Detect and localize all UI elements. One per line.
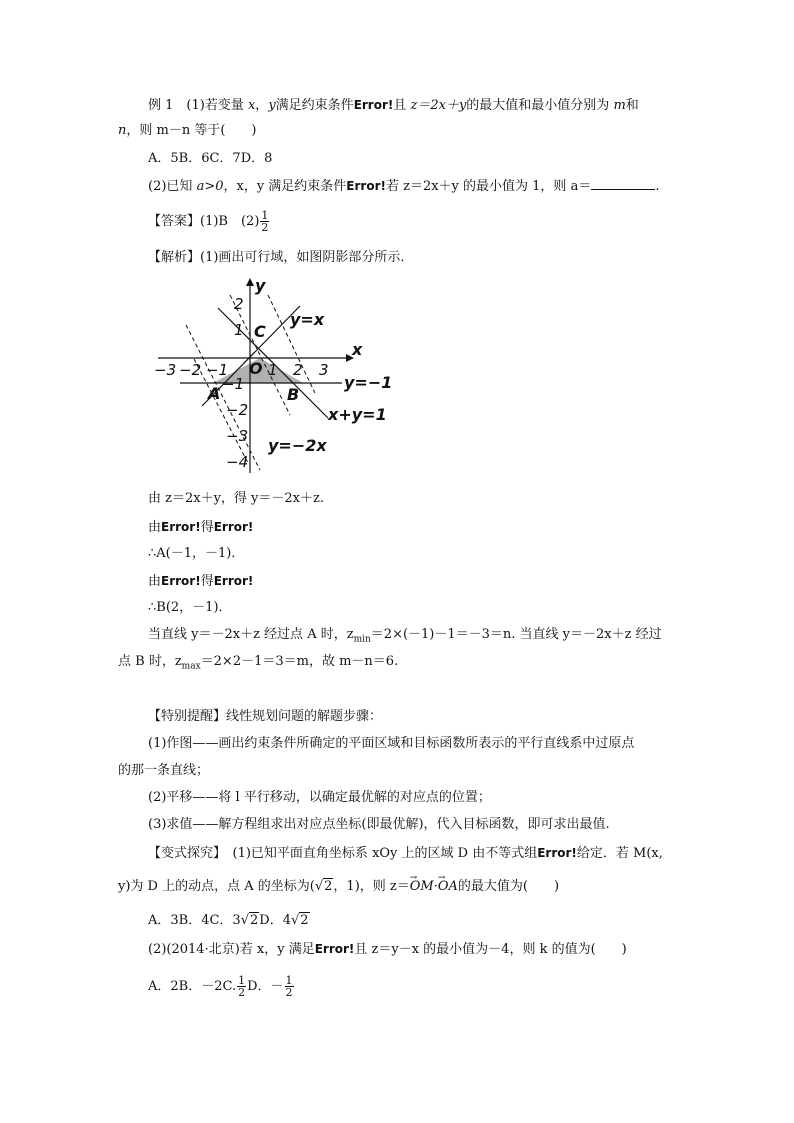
y-tick: 1 bbox=[234, 321, 244, 339]
tip-step2: (2)平移——将 l 平行移动，以确定最优解的对应点的位置； bbox=[148, 790, 491, 805]
tip-step1a: (1)作图——画出约束条件所确定的平面区域和目标函数所表示的平行直线系中过原点 bbox=[148, 736, 635, 751]
y-tick: 2 bbox=[234, 295, 244, 313]
x-tick: −2 bbox=[179, 361, 202, 379]
answer-fraction: $\frac{1}{2}$ bbox=[261, 209, 269, 234]
sol-line3: ∴A(－1，－1)． bbox=[148, 546, 245, 561]
origin-label: O bbox=[249, 359, 263, 378]
ex1-line1: 例 1 (1)若变量 x，y满足约束条件Error!且 z＝2x＋y的最大值和最小值分别为 m和 bbox=[148, 98, 639, 113]
point-c-label: C bbox=[254, 322, 266, 341]
sol-line6: 当直线 y＝－2x＋z 经过点 A 时，$z_{min}=2\times(-1)-1=-3=n$. 当直线 y＝－2x＋z 经过 bbox=[148, 627, 662, 645]
variant-line2: y)为 D 上的动点，点 A 的坐标为(√2，1)，则 z＝→ OM·→ OA的最大值为( ) bbox=[118, 878, 559, 896]
tip-step1b: 的那一条直线； bbox=[118, 763, 210, 778]
x-tick: −3 bbox=[154, 361, 177, 379]
y-tick: −4 bbox=[226, 453, 249, 471]
sol-line4: 由Error!得Error! bbox=[148, 574, 254, 589]
ex1-part2: (2)已知 a>0，x，y 满足约束条件Error!若 z＝2x＋y 的最小值为 1，则 a＝ . bbox=[148, 179, 660, 194]
x-axis-label: x bbox=[352, 340, 363, 359]
y-axis-arrow bbox=[246, 278, 254, 286]
variant-line1: 【变式探究】 (1)已知平面直角坐标系 xOy 上的区域 D 由不等式组Error!给定．若 M(x, bbox=[148, 846, 663, 861]
point-a-label: A bbox=[208, 384, 221, 403]
variant-options2: A．2B．－2C. $\frac{1}{2}$ D．－ $\frac{1}{2}$ bbox=[148, 974, 293, 999]
variant-options1: A．3B．4C．3√2D．4√2 bbox=[148, 913, 309, 928]
ex1-options: A．5B．6C．7D．8 bbox=[148, 151, 273, 166]
x-tick: 2 bbox=[293, 361, 303, 379]
line-label-xy1: x+y=1 bbox=[328, 405, 387, 424]
line-label-ym1: y=−1 bbox=[344, 373, 393, 392]
answer-line: 【答案】(1)B (2) $\frac{1}{2}$ bbox=[148, 209, 269, 234]
y-tick: −1 bbox=[222, 375, 245, 393]
sol-line5: ∴B(2，－1)． bbox=[148, 600, 232, 615]
dashed-line-left bbox=[186, 325, 260, 470]
x-tick: −1 bbox=[206, 361, 229, 379]
x-tick: 1 bbox=[268, 361, 278, 379]
x-tick: 3 bbox=[319, 361, 329, 379]
ex1-line2: n，则 m－n 等于( ) bbox=[118, 123, 257, 138]
y-axis-label: y bbox=[255, 276, 266, 295]
y-tick: −2 bbox=[226, 401, 249, 419]
point-b-label: B bbox=[287, 385, 300, 404]
variant-line3: (2)(2014·北京)若 x，y 满足Error!且 z＝y－x 的最小值为－4，则 k 的值为( ) bbox=[148, 942, 627, 957]
answer-blank bbox=[591, 177, 655, 190]
tip-line: 【特别提醒】线性规划问题的解题步骤： bbox=[148, 709, 383, 724]
fraction: $\frac{1}{2}$ bbox=[285, 974, 293, 999]
sol-line7: 点 B 时，$z_{max}=2\times 2-1=3=m$，故 m－n＝6. bbox=[118, 654, 399, 672]
sol-line1: 由 z＝2x＋y，得 y＝－2x＋z. bbox=[148, 491, 324, 506]
analysis-line: 【解析】(1)画出可行域，如图阴影部分所示． bbox=[148, 250, 414, 265]
tip-step3: (3)求值——解方程组求出对应点坐标(即最优解)，代入目标函数，即可求出最值. bbox=[148, 817, 610, 832]
y-tick: −3 bbox=[226, 427, 249, 445]
line-label-ym2x: y=−2x bbox=[268, 436, 327, 455]
line-label-yx: y=x bbox=[290, 310, 325, 329]
fraction: $\frac{1}{2}$ bbox=[238, 974, 246, 999]
feasible-region-graph bbox=[150, 275, 400, 480]
dashed-line-mid bbox=[230, 295, 290, 415]
sol-line2: 由Error!得Error! bbox=[148, 520, 254, 535]
